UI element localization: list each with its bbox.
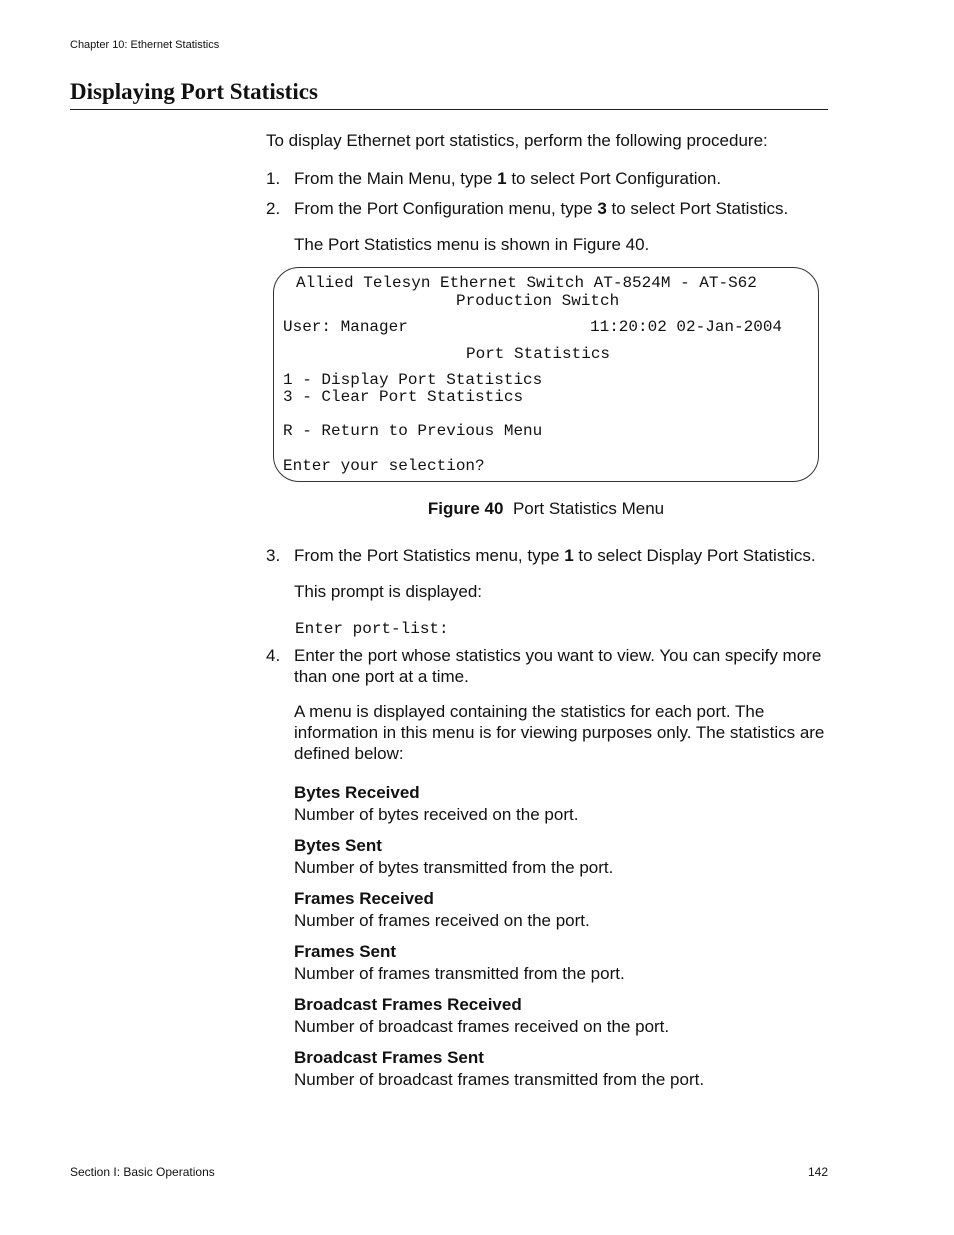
terminal-line-1: Allied Telesyn Ethernet Switch AT-8524M - AT-S62 <box>296 274 757 292</box>
step-2-note: The Port Statistics menu is shown in Figure 40. <box>294 235 650 254</box>
definition-term: Frames Received <box>294 889 434 908</box>
terminal-user: User: Manager <box>283 318 408 336</box>
step-2-number: 2. <box>266 199 281 218</box>
definition-desc: Number of broadcast frames transmitted from the port. <box>294 1070 705 1089</box>
terminal-menu-title: Port Statistics <box>466 345 611 363</box>
step-4-text: Enter the port whose statistics you want to view. You can specify more than one port at a time. <box>294 646 822 686</box>
step-1-text: From the Main Menu, type 1 to select Port Configuration. <box>294 169 722 188</box>
definition-desc: Number of bytes transmitted from the port. <box>294 858 614 877</box>
step-2-text: From the Port Configuration menu, type 3 to select Port Statistics. <box>294 199 789 218</box>
definition-term: Bytes Sent <box>294 836 382 855</box>
step-4-number: 4. <box>266 646 281 665</box>
running-head: Chapter 10: Ethernet Statistics <box>70 39 220 51</box>
definition-desc: Number of bytes received on the port. <box>294 805 579 824</box>
port-list-prompt: Enter port-list: <box>295 620 449 638</box>
definition-term: Broadcast Frames Sent <box>294 1048 484 1067</box>
step-4-note: A menu is displayed containing the statistics for each port. The information in this menu is for viewing purposes only. The statistics are defined below: <box>294 702 825 763</box>
definition-desc: Number of frames transmitted from the port. <box>294 964 625 983</box>
footer-section: Section I: Basic Operations <box>70 1165 215 1179</box>
step-3-note: This prompt is displayed: <box>294 582 483 601</box>
terminal-line-2: Production Switch <box>456 292 620 310</box>
definition-term: Bytes Received <box>294 783 420 802</box>
step-3-number: 3. <box>266 546 281 565</box>
step-1-number: 1. <box>266 169 281 188</box>
page-number: 142 <box>807 1165 828 1179</box>
definition-desc: Number of broadcast frames received on the port. <box>294 1017 670 1036</box>
intro-text: To display Ethernet port statistics, perform the following procedure: <box>266 131 768 150</box>
figure-caption: Figure 40 Port Statistics Menu <box>427 499 665 518</box>
terminal-prompt: Enter your selection? <box>283 457 485 475</box>
definition-desc: Number of frames received on the port. <box>294 911 590 930</box>
definition-term: Frames Sent <box>294 942 397 961</box>
definition-term: Broadcast Frames Received <box>294 995 522 1014</box>
terminal-option-r: R - Return to Previous Menu <box>283 422 543 440</box>
page-title: Displaying Port Statistics <box>70 78 828 110</box>
terminal-option-1: 1 - Display Port Statistics <box>283 371 543 389</box>
terminal-datetime: 11:20:02 02-Jan-2004 <box>590 318 783 336</box>
terminal-option-3: 3 - Clear Port Statistics <box>283 388 524 406</box>
step-3-text: From the Port Statistics menu, type 1 to select Display Port Statistics. <box>294 546 816 565</box>
